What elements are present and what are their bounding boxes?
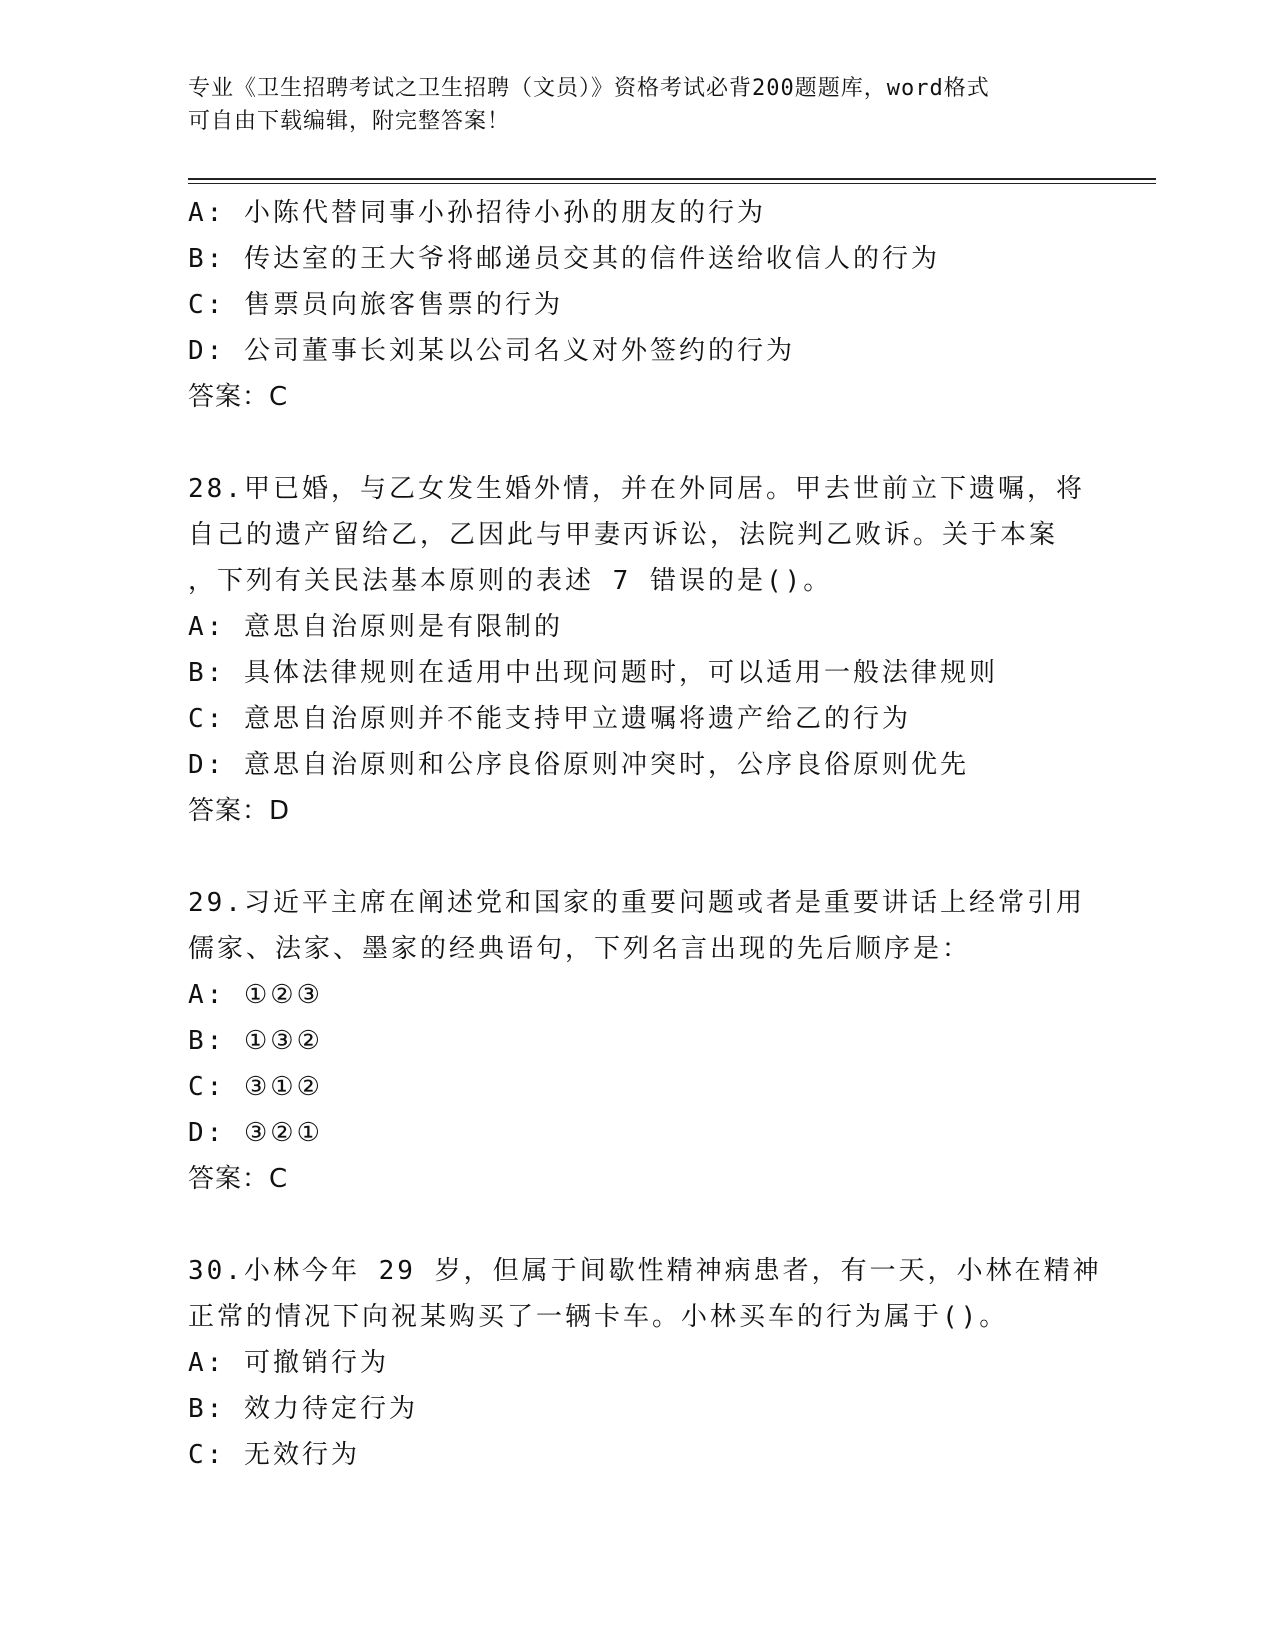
question-text-line: 正常的情况下向祝某购买了一辆卡车。小林买车的行为属于()。 bbox=[188, 1302, 1009, 1332]
option-b: B: 具体法律规则在适用中出现问题时，可以适用一般法律规则 bbox=[188, 658, 998, 688]
option-d: D: 公司董事长刘某以公司名义对外签约的行为 bbox=[188, 336, 795, 366]
spacer bbox=[188, 1202, 1088, 1248]
option-a: A: ①②③ bbox=[188, 980, 323, 1010]
question-list bbox=[188, 190, 1102, 1478]
question-29 bbox=[188, 880, 1088, 1202]
header-title-line1: 专业《卫生招聘考试之卫生招聘（文员）》资格考试必背200题题库，word格式 bbox=[188, 76, 990, 101]
question-text-line: 儒家、法家、墨家的经典语句，下列名言出现的先后顺序是： bbox=[188, 934, 972, 964]
option-a: A: 小陈代替同事小孙招待小孙的朋友的行为 bbox=[188, 198, 766, 228]
answer: 答案：C bbox=[188, 382, 289, 412]
option-a: A: 意思自治原则是有限制的 bbox=[188, 612, 563, 642]
option-a: A: 可撤销行为 bbox=[188, 1348, 389, 1378]
spacer bbox=[188, 834, 1088, 880]
question-28 bbox=[188, 466, 1088, 834]
question-30 bbox=[188, 1248, 1102, 1478]
question-text-line: 30.小林今年 29 岁，但属于间歇性精神病患者，有一天，小林在精神 bbox=[188, 1256, 1102, 1286]
header-title-line2: 可自由下载编辑，附完整答案！ bbox=[188, 109, 511, 134]
answer: 答案：D bbox=[188, 796, 291, 826]
header-divider-thick bbox=[188, 178, 1156, 180]
question-text-line: 28.甲已婚，与乙女发生婚外情，并在外同居。甲去世前立下遗嘱，将 bbox=[188, 474, 1085, 504]
option-c: C: 意思自治原则并不能支持甲立遗嘱将遗产给乙的行为 bbox=[188, 704, 911, 734]
option-c: C: ③①② bbox=[188, 1072, 323, 1102]
option-b: B: ①③② bbox=[188, 1026, 323, 1056]
document-header bbox=[188, 72, 1088, 138]
question-text-line: 29.习近平主席在阐述党和国家的重要问题或者是重要讲话上经常引用 bbox=[188, 888, 1085, 918]
option-b: B: 传达室的王大爷将邮递员交其的信件送给收信人的行为 bbox=[188, 244, 940, 274]
option-d: D: ③②① bbox=[188, 1118, 323, 1148]
option-c: C: 售票员向旅客售票的行为 bbox=[188, 290, 563, 320]
spacer bbox=[188, 420, 1088, 466]
option-d: D: 意思自治原则和公序良俗原则冲突时，公序良俗原则优先 bbox=[188, 750, 969, 780]
option-c: C: 无效行为 bbox=[188, 1440, 360, 1470]
option-b: B: 效力待定行为 bbox=[188, 1394, 418, 1424]
header-divider-thin bbox=[188, 183, 1156, 184]
answer: 答案：C bbox=[188, 1164, 289, 1194]
question-text-line: 自己的遗产留给乙，乙因此与甲妻丙诉讼，法院判乙败诉。关于本案 bbox=[188, 520, 1059, 550]
question-27 bbox=[188, 190, 1088, 420]
question-text-line: ，下列有关民法基本原则的表述 7 错误的是()。 bbox=[188, 566, 833, 596]
